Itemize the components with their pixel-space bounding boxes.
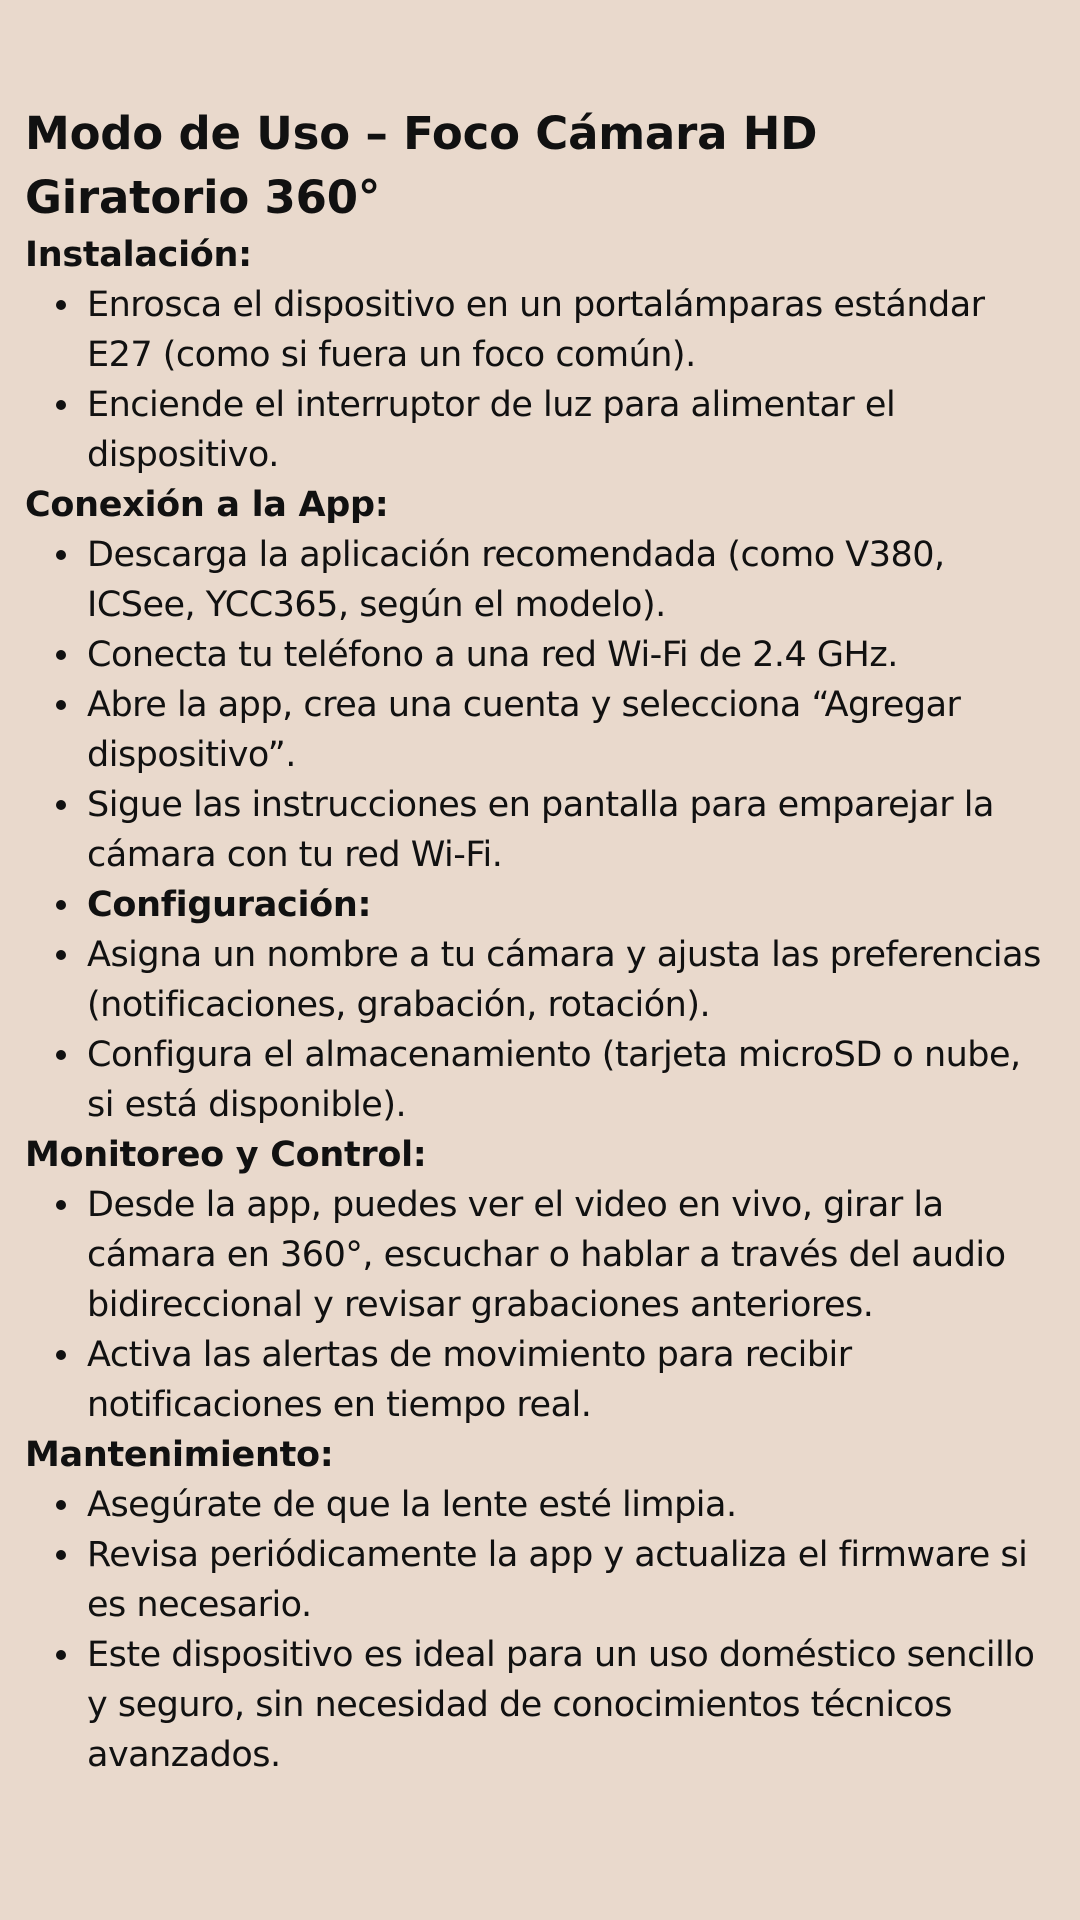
list-item: Este dispositivo es ideal para un uso doméstico sencillo y seguro, sin necesidad de conocimientos técnicos avanzados. [87,1630,1056,1780]
page-title: Modo de Uso – Foco Cámara HD Giratorio 360° [25,107,818,224]
list-item: Configura el almacenamiento (tarjeta microSD o nube, si está disponible). [87,1030,1056,1130]
list-item: Revisa periódicamente la app y actualiza el firmware si es necesario. [87,1530,1056,1630]
section-heading-instalacion: Instalación: [25,235,252,275]
list-conexion [25,530,1056,1130]
list-item: Activa las alertas de movimiento para recibir notificaciones en tiempo real. [87,1330,1056,1430]
section-heading-conexion: Conexión a la App: [25,485,389,525]
list-item: Conecta tu teléfono a una red Wi-Fi de 2.4 GHz. [87,630,1056,680]
list-item: Asegúrate de que la lente esté limpia. [87,1480,1056,1530]
list-item: Sigue las instrucciones en pantalla para emparejar la cámara con tu red Wi-Fi. [87,780,1056,880]
list-item: Enrosca el dispositivo en un portalámparas estándar E27 (como si fuera un foco común). [87,280,1056,380]
list-item: Desde la app, puedes ver el video en vivo, girar la cámara en 360°, escuchar o hablar a través del audio bidireccional y revisar grabaciones anteriores. [87,1180,1056,1330]
list-item: Enciende el interruptor de luz para alimentar el dispositivo. [87,380,1056,480]
list-item: Asigna un nombre a tu cámara y ajusta las preferencias (notificaciones, grabación, rotación). [87,930,1056,1030]
list-item: Abre la app, crea una cuenta y selecciona “Agregar dispositivo”. [87,680,1056,780]
list-item: Descarga la aplicación recomendada (como V380, ICSee, YCC365, según el modelo). [87,530,1056,630]
list-instalacion [25,280,1056,480]
list-mantenimiento [25,1480,1056,1780]
list-monitoreo [25,1180,1056,1430]
list-item-configuracion: Configuración: [87,880,1056,930]
section-heading-monitoreo: Monitoreo y Control: [25,1135,427,1175]
section-heading-mantenimiento: Mantenimiento: [25,1435,334,1475]
